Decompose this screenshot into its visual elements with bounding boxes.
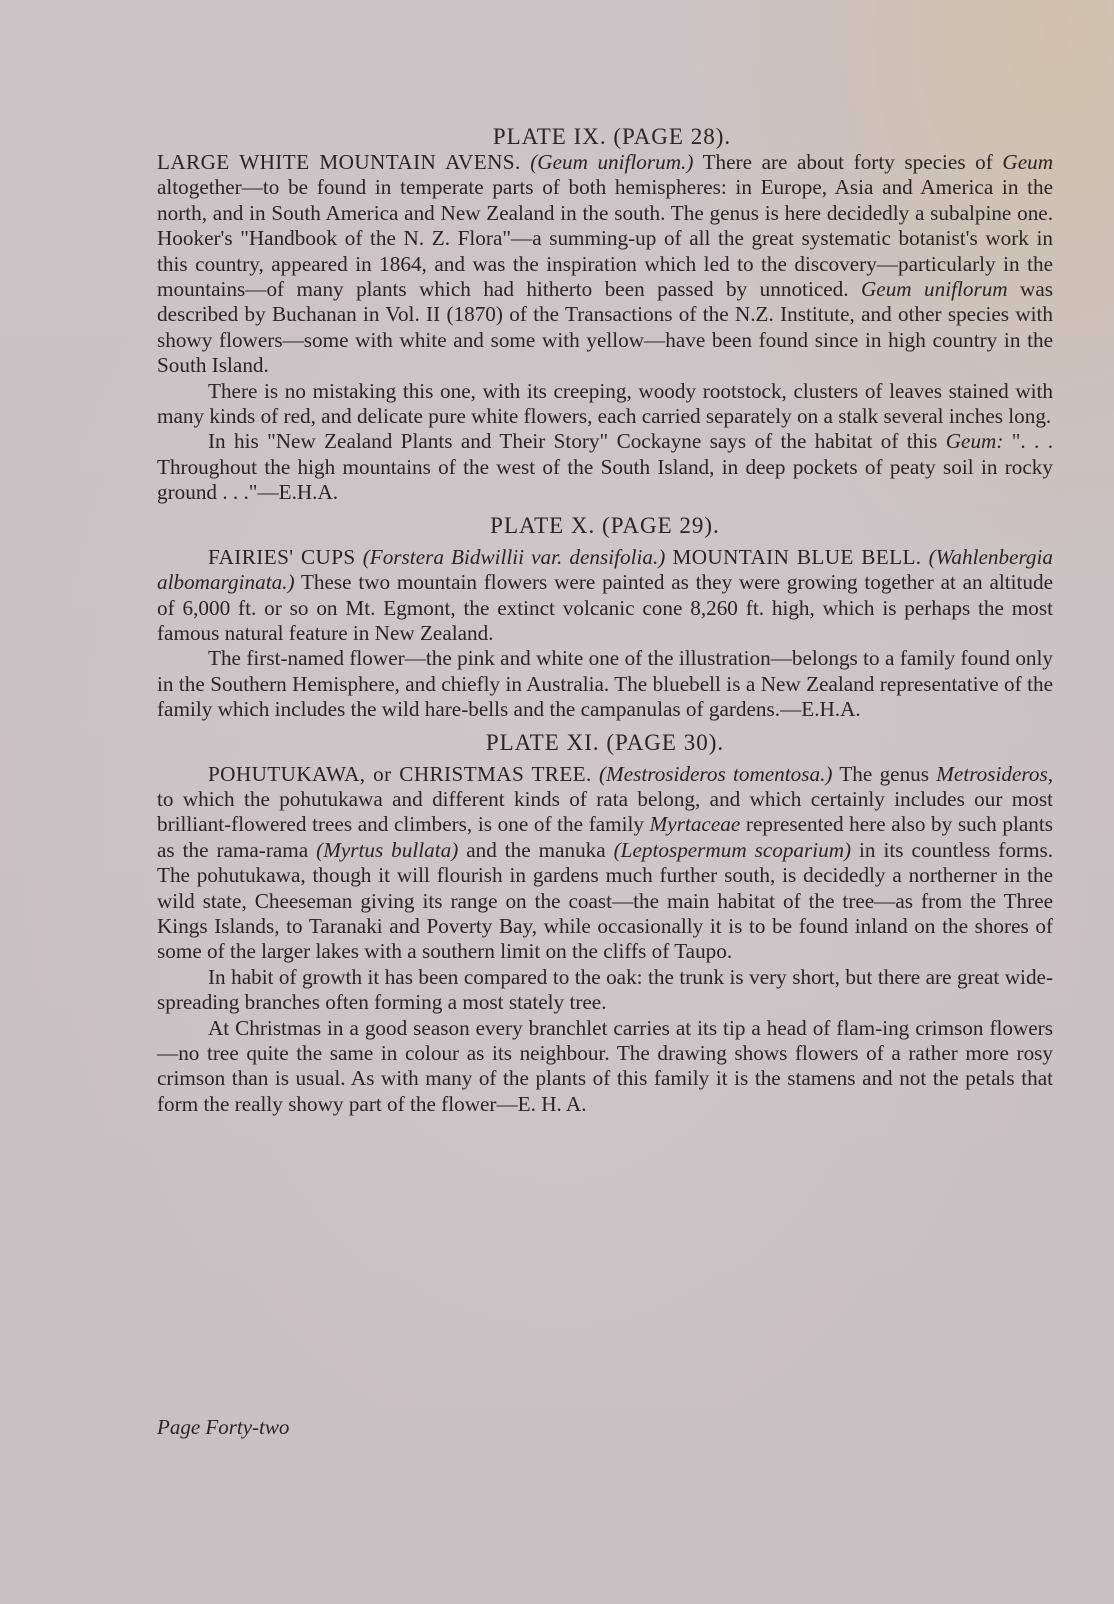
plate-x-latin-name-1: (Forstera Bidwillii var. densifolia.)	[362, 544, 666, 569]
plate-x-common-name-2: MOUNTAIN BLUE BELL.	[672, 544, 922, 569]
plate-x-heading: PLATE X. (PAGE 29).	[490, 512, 720, 538]
plate-ix-paragraph-3: In his "New Zealand Plants and Their Story" Cockayne says of the habitat of this Geum: ". . . Throughout the high mountains of the west of the South Island, in deep pockets of peaty soil in rocky ground . . ."—E.H.A.	[157, 429, 1054, 505]
plate-xi-paragraph-2: In habit of growth it has been compared to the oak: the trunk is very short, but there are great wide-spreading branches often forming a most stately tree.	[157, 964, 1053, 1015]
plate-ix-latin-name: (Geum uniflorum.)	[530, 150, 694, 174]
page-number-footer: Page Forty-two	[157, 1415, 290, 1439]
plate-ix-common-name: LARGE WHITE MOUNTAIN AVENS.	[157, 150, 521, 174]
page-content	[157, 124, 1053, 1117]
plate-xi-common-name: POHUTUKAWA, or CHRISTMAS TREE.	[208, 761, 592, 786]
plate-x-paragraph-2: The first-named flower—the pink and white one of the illustration—belongs to a family found only in the Southern Hemisphere, and chiefly in Australia. The bluebell is a New Zealand representative of the family which includes the wild hare-bells and the campanulas of gardens.—E.H.A.	[157, 646, 1053, 722]
plate-xi-paragraph-3: At Christmas in a good season every branchlet carries at its tip a head of flam-ing crimson flowers—no tree quite the same in colour as its neighbour. The drawing shows flowers of a rather more rosy crimson than is usual. As with many of the plants of this family it is the stamens and not the petals that form the really showy part of the flower—E. H. A.	[157, 1015, 1053, 1116]
plate-xi-latin-name: (Mestrosideros tomentosa.)	[599, 761, 833, 786]
plate-xi-heading: PLATE XI. (PAGE 30).	[485, 729, 725, 755]
plate-ix-paragraph-1: LARGE WHITE MOUNTAIN AVENS. (Geum uniflorum.) There are about forty species of Geum altogether—to be found in temperate parts of both hemispheres: in Europe, Asia and America in the north, and in South America and New Zealand in the south. The genus is here decidedly a subalpine one. Hooker's "Handbook of the N. Z. Flora"—a summing-up of all the great systematic botanist's work in this country, appeared in 1864, and was the inspiration which led to the discovery—particularly in the mountains—of many plants which had hitherto been passed by unnoticed. Geum uniflorum was described by Buchanan in Vol. II (1870) of the Transactions of the N.Z. Institute, and other species with showy flowers—some with white and some with yellow—have been found since in high country in the South Island.	[157, 150, 1053, 378]
plate-x-latin-name-2: (Wahlenbergia albomarginata.)	[157, 544, 1053, 595]
plate-xi-paragraph-1: POHUTUKAWA, or CHRISTMAS TREE. (Mestrosideros tomentosa.) The genus Metrosideros, to which the pohutukawa and different kinds of rata belong, and which certainly includes our most brilliant-flowered trees and climbers, is one of the family Myrtaceae represented here also by such plants as the rama-rama (Myrtus bullata) and the manuka (Leptospermum scoparium) in its countless forms. The pohutukawa, though it will flourish in gardens much further south, is decidedly a northerner in the wild state, Cheeseman giving its range on the coast—the main habitat of the tree—as from the Three Kings Islands, to Taranaki and Poverty Bay, while occasionally it is to be found inland on the shores of some of the larger lakes with a southern limit on the cliffs of Taupo.	[157, 761, 1053, 964]
plate-x-paragraph-1: FAIRIES' CUPS (Forstera Bidwillii var. densifolia.) MOUNTAIN BLUE BELL. (Wahlenbergia albomarginata.) These two mountain flowers were painted as they were growing together at an altitude of 6,000 ft. or so on Mt. Egmont, the extinct volcanic cone 8,260 ft. high, which is perhaps the most famous natural feature in New Zealand.	[157, 544, 1053, 645]
plate-ix-paragraph-2: There is no mistaking this one, with its creeping, woody rootstock, clusters of leaves stained with many kinds of red, and delicate pure white flowers, each carried separately on a stalk several inches long.	[157, 378, 1053, 429]
plate-ix-heading: PLATE IX. (PAGE 28).	[492, 124, 732, 149]
plate-x-common-name-1: FAIRIES' CUPS	[208, 544, 356, 569]
